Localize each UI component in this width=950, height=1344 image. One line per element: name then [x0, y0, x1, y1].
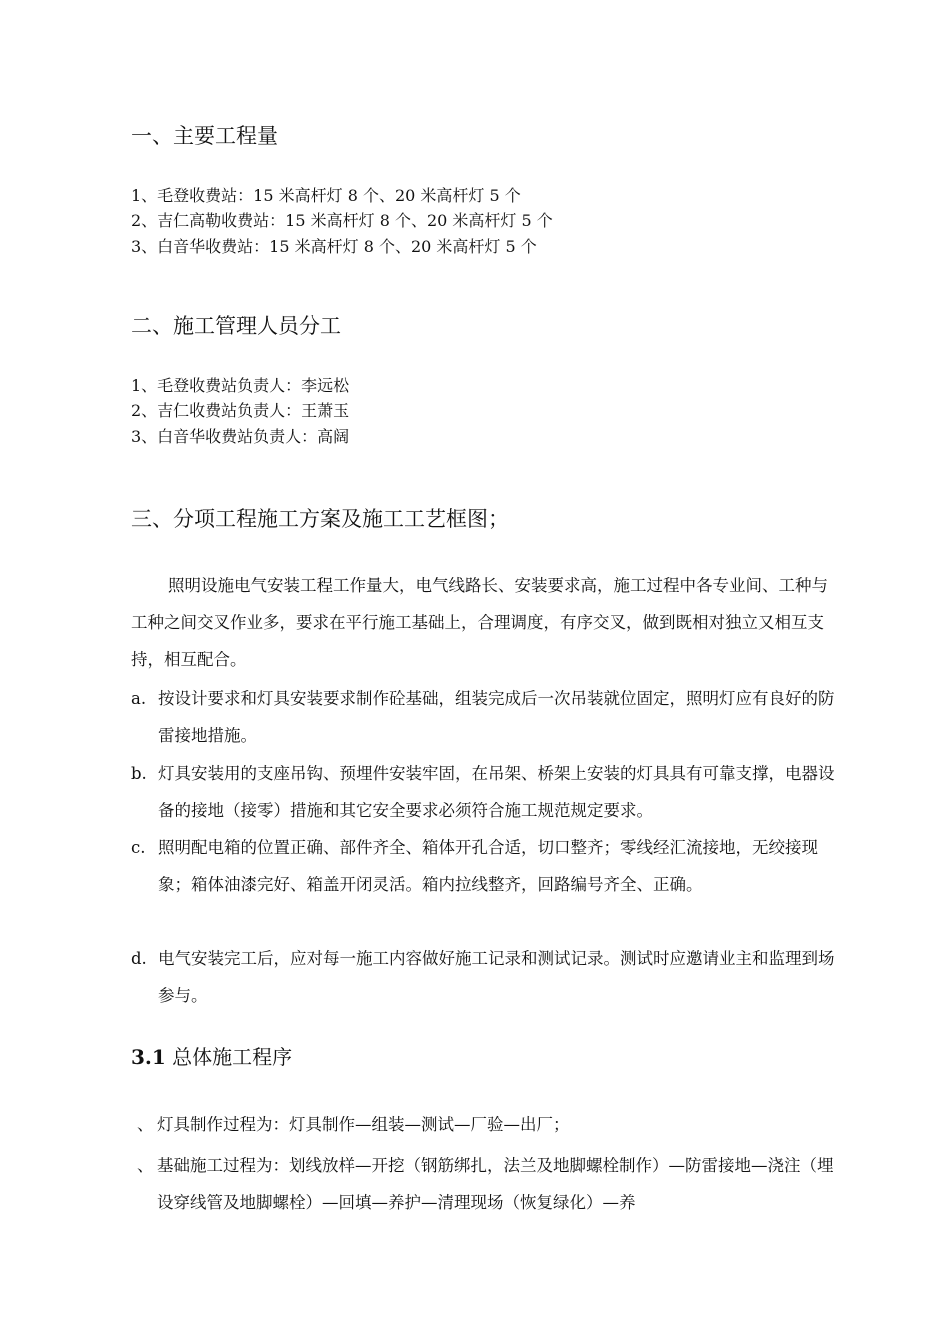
quantity-line-3: 3、白音华收费站：15 米高杆灯 8 个、20 米高杆灯 5 个: [131, 237, 537, 256]
list-item: [131, 829, 835, 903]
quantity-line-2: 2、吉仁高勒收费站：15 米高杆灯 8 个、20 米高杆灯 5 个: [131, 211, 553, 230]
staff-line-3: 3、白音华收费站负责人：高阔: [131, 427, 350, 446]
list-item-text: 照明配电箱的位置正确、部件齐全、箱体开孔合适，切口整齐；零线经汇流接地，无绞接现象；箱体油漆完好、箱盖开闭灵活。箱内拉线整齐，回路编号齐全、正确。: [158, 838, 818, 894]
list-item-marker: d.: [131, 949, 147, 968]
section-3-heading: 三、分项工程施工方案及施工工艺框图；: [131, 507, 509, 531]
process-step: [137, 1106, 837, 1143]
staff-line-1: 1、毛登收费站负责人：李远松: [131, 376, 350, 395]
process-step: [137, 1147, 837, 1221]
process-step-text: 灯具制作过程为：灯具制作—组装—测试—厂验—出厂；: [157, 1115, 570, 1134]
process-step-marker: 、: [137, 1156, 154, 1175]
list-item-marker: a.: [131, 689, 147, 708]
process-step-marker: 、: [137, 1115, 154, 1134]
subsection-number: 3.1: [131, 1045, 166, 1069]
staff-line-2: 2、吉仁收费站负责人：王萧玉: [131, 401, 350, 420]
list-item: [131, 680, 835, 754]
list-item: [131, 755, 835, 829]
subsection-title: 总体施工程序: [172, 1045, 293, 1069]
quantity-line-1: 1、毛登收费站：15 米高杆灯 8 个、20 米高杆灯 5 个: [131, 186, 521, 205]
subsection-3-1-heading: [131, 1043, 292, 1071]
list-item-text: 灯具安装用的支座吊钩、预埋件安装牢固，在吊架、桥架上安装的灯具具有可靠支撑，电器设备的接地（接零）措施和其它安全要求必须符合施工规范规定要求。: [158, 764, 835, 820]
list-item: [131, 940, 835, 1014]
list-item-text: 按设计要求和灯具安装要求制作砼基础，组装完成后一次吊装就位固定，照明灯应有良好的防雷接地措施。: [158, 689, 835, 745]
list-item-text: 电气安装完工后，应对每一施工内容做好施工记录和测试记录。测试时应邀请业主和监理到场参与。: [158, 949, 835, 1005]
section-2-heading: 二、施工管理人员分工: [131, 314, 341, 338]
process-step-text: 基础施工过程为：划线放样—开挖（钢筋绑扎，法兰及地脚螺栓制作）—防雷接地—浇注（埋设穿线管及地脚螺栓）—回填—养护—清理现场（恢复绿化）—养: [157, 1156, 834, 1212]
section-1-heading: 一、主要工程量: [131, 124, 278, 148]
section-3-intro-paragraph: 照明设施电气安装工程工作量大，电气线路长、安装要求高，施工过程中各专业间、工种与工种之间交叉作业多，要求在平行施工基础上，合理调度，有序交叉，做到既相对独立又相互支持，相互配合。: [131, 576, 828, 669]
list-item-marker: b.: [131, 764, 147, 783]
list-item-marker: c.: [131, 838, 146, 857]
